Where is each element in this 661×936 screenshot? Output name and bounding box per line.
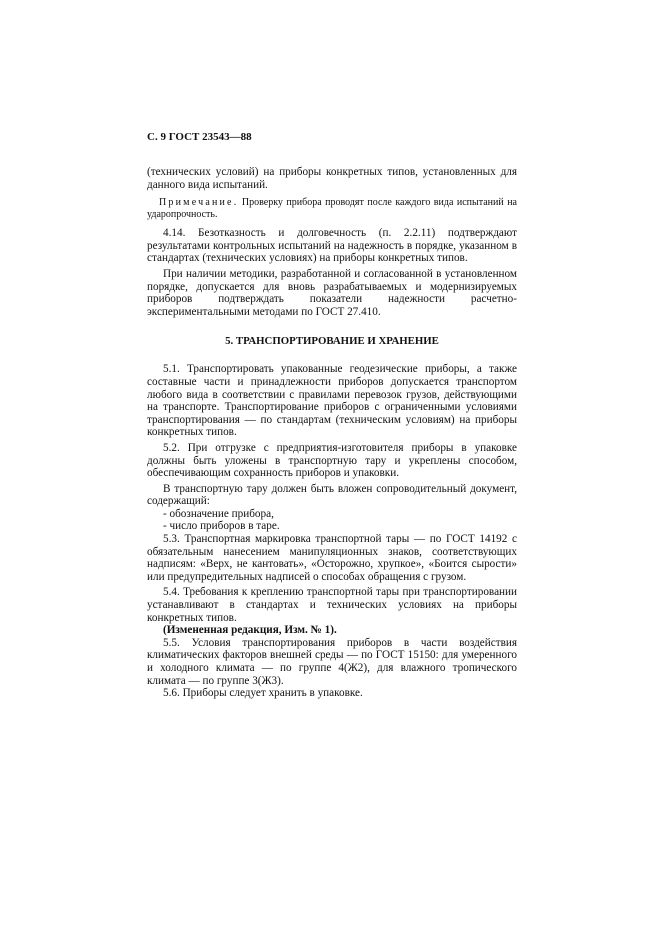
- document-page: [147, 131, 517, 700]
- list-item: - обозначение прибора,: [163, 507, 274, 520]
- paragraph-5-2: 5.2. При отгрузке с предприятия-изготовителя приборы в упаковке должны быть уложены в транспортную тару и укреплены способом, обеспечивающим сохранность приборов и упаковки.: [147, 441, 517, 480]
- edit-note: (Измененная редакция, Изм. № 1).: [163, 624, 337, 637]
- page-header: С. 9 ГОСТ 23543—88: [147, 131, 252, 143]
- note-label: Примечание.: [159, 197, 239, 209]
- paragraph-tara: В транспортную тару должен быть вложен сопроводительный документ, содержащий:: [147, 482, 517, 508]
- paragraph-method: При наличии методики, разработанной и согласованной в установленном порядке, допускается для вновь разрабатываемых и модернизируемых приборов подтверждать показатели надежности расчетно-экспериментальными методами по ГОСТ 27.410.: [147, 267, 517, 318]
- section-title: 5. ТРАНСПОРТИРОВАНИЕ И ХРАНЕНИЕ: [225, 335, 439, 348]
- paragraph-5-1: 5.1. Транспортировать упакованные геодезические приборы, а также составные части и принадлежности приборов допускается транспортом любого вида в соответствии с правилами перевозок грузов, действующими на транспорте. Транспортирование приборов с ограниченными условиями транспортирования — по стандартам (техническим условиям) на приборы конкретных типов.: [147, 363, 517, 439]
- paragraph-5-6: 5.6. Приборы следует хранить в упаковке.: [163, 687, 363, 700]
- note: [147, 197, 517, 221]
- list-item: - число приборов в таре.: [163, 520, 280, 533]
- paragraph-continuation: (технических условий) на приборы конкретных типов, установленных для данного вида испытаний.: [147, 166, 517, 191]
- paragraph-5-5: 5.5. Условия транспортирования приборов в части воздействия климатических факторов внешней среды — по ГОСТ 15150: для умеренного и холодного климата — по группе 4(Ж2), для влажного тропического климата — по группе 3(Ж3).: [147, 636, 517, 687]
- paragraph-4-14: 4.14. Безотказность и долговечность (п. 2.2.11) подтверждают результатами контрольных испытаний на надежность в порядке, указанном в стандартах (технических условиях) на приборы конкретных типов.: [147, 227, 517, 265]
- paragraph-5-3: 5.3. Транспортная маркировка транспортной тары — по ГОСТ 14192 с обязательным нанесением манипуляционных знаков, соответствующих надписям: «Верх, не кантовать», «Осторожно, хрупкое», «Боится сырости» или предупредительных надписей о способах обращения с грузом.: [147, 533, 517, 583]
- note-text: Проверку прибора проводят после каждого вида испытаний на ударопрочность.: [147, 197, 517, 221]
- paragraph-5-4: 5.4. Требования к креплению транспортной тары при транспортировании устанавливают в стандартах и технических условиях на приборы конкретных типов.: [147, 586, 517, 624]
